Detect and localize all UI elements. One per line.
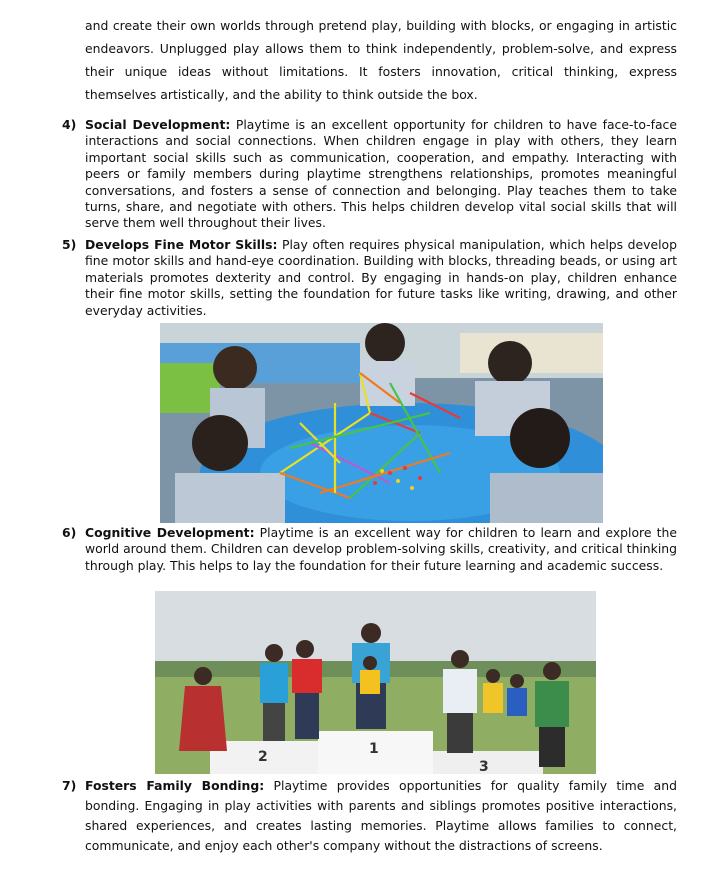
sports-podium-photo xyxy=(155,591,596,774)
list-item-social-development xyxy=(62,117,677,232)
list-heading: Cognitive Development: xyxy=(85,525,255,540)
list-text: Playtime is an excellent way for children to learn and explore the world around them. Children can develop problem-solving skills, creativity, and critical thinking through play. This helps to lay the foundation for their future learning and academic success. xyxy=(85,525,677,573)
list-text: Play often requires physical manipulation, which helps develop fine motor skills and hand-eye coordination. Building with blocks, threading beads, or using art materials promotes dexterity and control. By engaging in hands-on play, children enhance their fine motor skills, setting the foundation for future tasks like writing, drawing, and other everyday activities. xyxy=(85,237,677,318)
list-text: Playtime provides opportunities for quality family time and bonding. Engaging in play activities with parents and siblings promotes positive interactions, shared experiences, and creates lasting memories. Playtime allows families to connect, communicate, and enjoy each other's company without the distractions of screens. xyxy=(85,778,677,853)
podium-third-label: 3 xyxy=(479,759,489,774)
list-heading: Fosters Family Bonding: xyxy=(85,778,265,793)
list-item-fine-motor-skills xyxy=(62,237,677,319)
list-heading: Social Development: xyxy=(85,117,231,132)
list-number: 4) xyxy=(62,117,77,132)
list-item-family-bonding xyxy=(62,776,677,856)
list-heading: Develops Fine Motor Skills: xyxy=(85,237,278,252)
list-text: Playtime is an excellent opportunity for children to have face-to-face interactions and social connections. When children engage in play with others, they learn important social skills such as communication, cooperation, and empathy. Interacting with peers or family members during playtime strengthens relationships, promotes meaningful conversations, and fosters a sense of connection and belonging. Play teaches them to take turns, share, and negotiate with others. This helps children develop vital social skills that will serve them well throughout their lives. xyxy=(85,117,677,231)
list-number: 5) xyxy=(62,237,77,252)
podium-second-label: 2 xyxy=(258,749,268,765)
list-number: 7) xyxy=(62,778,77,793)
list-item-cognitive-development xyxy=(62,525,677,574)
classroom-building-photo xyxy=(160,323,603,523)
podium-first-label: 1 xyxy=(369,741,379,757)
intro-paragraph: and create their own worlds through pretend play, building with blocks, or engaging in artistic endeavors. Unplugged play allows them to think independently, problem-solve, and express their unique ideas without limitations. It fosters innovation, critical thinking, express themselves artistically, and the ability to think outside the box. xyxy=(85,18,677,102)
list-number: 6) xyxy=(62,525,77,540)
